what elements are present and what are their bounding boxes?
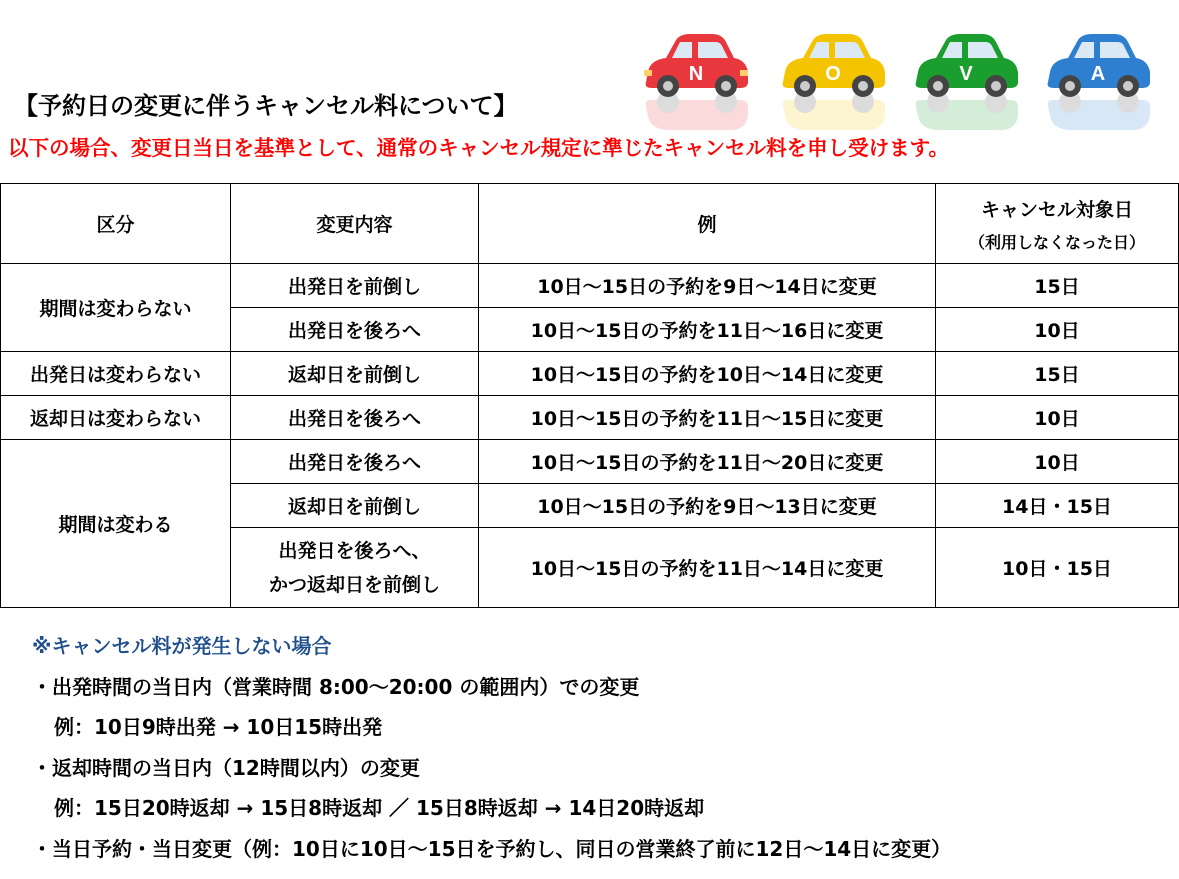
note-example: 例：15日20時返却 → 15日8時返却 ／ 15日8時返却 → 14日20時返却 (54, 796, 705, 820)
car-icon (1042, 30, 1154, 130)
logo-letter: V (959, 63, 973, 85)
car-icon (640, 30, 752, 130)
table-row (1, 352, 1179, 396)
change-cell: 返却日を前倒し (231, 484, 479, 528)
change-line: かつ返却日を前倒し (268, 573, 440, 596)
subheading: 以下の場合、変更日当日を基準として、通常のキャンセル規定に準じたキャンセル料を申し受けます。 (8, 136, 949, 160)
change-cell: 出発日を後ろへ (231, 308, 479, 352)
header-target (936, 184, 1179, 264)
target-cell: 15日 (936, 352, 1179, 396)
header-target-main: キャンセル対象日 (980, 198, 1133, 221)
note-item: ・当日予約・当日変更（例：10日に10日～15日を予約し、同日の営業終了前に12日～14日に変更） (32, 836, 952, 861)
note-item: ・返却時間の当日内（12時間以内）の変更 (32, 755, 420, 780)
target-cell: 14日・15日 (936, 484, 1179, 528)
change-cell: 出発日を後ろへ (231, 440, 479, 484)
table-row (1, 396, 1179, 440)
page-title: 【予約日の変更に伴うキャンセル料について】 (14, 92, 518, 120)
target-cell: 10日 (936, 440, 1179, 484)
change-line: 出発日を後ろへ、 (278, 539, 431, 562)
category-cell: 返却日は変わらない (1, 396, 231, 440)
change-cell: 返却日を前倒し (231, 352, 479, 396)
category-cell: 期間は変わる (1, 440, 231, 608)
logo-letter: N (688, 63, 704, 85)
example-cell: 10日～15日の予約を9日～13日に変更 (479, 484, 936, 528)
example-cell: 10日～15日の予約を10日～14日に変更 (479, 352, 936, 396)
note-item: ・出発時間の当日内（営業時間 8:00～20:00 の範囲内）での変更 (32, 674, 640, 699)
category-cell: 出発日は変わらない (1, 352, 231, 396)
header-category: 区分 (1, 184, 231, 264)
note-example: 例：10日9時出発 → 10日15時出発 (54, 715, 383, 739)
example-cell: 10日～15日の予約を11日～15日に変更 (479, 396, 936, 440)
target-cell: 10日・15日 (936, 528, 1179, 608)
header-example: 例 (479, 184, 936, 264)
category-cell: 期間は変わらない (1, 264, 231, 352)
nova-logo (640, 30, 1160, 130)
example-cell: 10日～15日の予約を9日～14日に変更 (479, 264, 936, 308)
change-cell: 出発日を前倒し (231, 264, 479, 308)
target-cell: 10日 (936, 396, 1179, 440)
logo-letter: O (825, 63, 841, 85)
cancellation-table (0, 183, 1179, 608)
target-cell: 15日 (936, 264, 1179, 308)
table-header-row (1, 184, 1179, 264)
example-cell: 10日～15日の予約を11日～16日に変更 (479, 308, 936, 352)
car-icon (777, 30, 889, 130)
table-row (1, 264, 1179, 308)
header-target-sub: （利用しなくなった日） (968, 232, 1145, 252)
example-cell: 10日～15日の予約を11日～20日に変更 (479, 440, 936, 484)
table-row (1, 440, 1179, 484)
example-cell: 10日～15日の予約を11日～14日に変更 (479, 528, 936, 608)
change-cell (231, 528, 479, 608)
car-icon (910, 30, 1022, 130)
notes-section (32, 626, 951, 869)
header-change: 変更内容 (231, 184, 479, 264)
change-cell: 出発日を後ろへ (231, 396, 479, 440)
logo-letter: A (1090, 63, 1106, 85)
notes-title: ※キャンセル料が発生しない場合 (32, 634, 332, 658)
target-cell: 10日 (936, 308, 1179, 352)
